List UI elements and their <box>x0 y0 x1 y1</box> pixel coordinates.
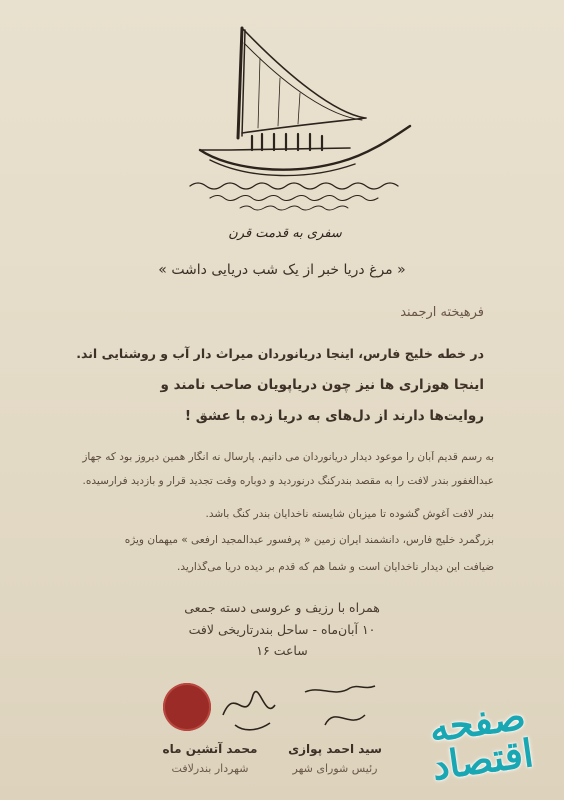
signer-right-name: سید احمد پوازی <box>288 742 382 756</box>
salutation: فرهیخته ارجمند <box>400 305 484 320</box>
body-line-3: بندر لافت آغوش گشوده تا میزبان شایسته ناخدایان بندر کنگ باشد. <box>205 508 494 520</box>
body-line-2: عبدالغفور بندر لافت را به مقصد بندرکنگ درنوردید و دوباره وقت تجدید قرار و بازدید فرارسیده. <box>82 475 494 487</box>
intro-line-3: روایت‌ها دارند از دل‌های به دریا زده با عشق ! <box>184 408 484 424</box>
event-line-2: ۱۰ آبان‌ماه - ساحل بندرتاریخی لافت <box>188 622 376 637</box>
signature-left-scribble <box>215 675 285 735</box>
body-line-5: ضیافت این دیدار ناخدایان است و شما هم که قدم بر دیده دریا می‌گذارید. <box>177 561 494 573</box>
body-line-4: بزرگمرد خلیج فارس، دانشمند ایران زمین « پرفسور عبدالمجید ارفعی » میهمان ویژه <box>124 534 494 546</box>
watermark-text: صفحه اقتصاد <box>426 692 537 789</box>
intro-line-1: در خطه خلیج فارس، اینجا دریانوردان میراث دار آب و روشنایی اند. <box>76 346 484 361</box>
signer-right-title: رئیس شورای شهر <box>292 762 378 775</box>
signature-right-scribble <box>295 680 385 735</box>
signer-left-title: شهردار بندرلافت <box>171 762 249 775</box>
site-watermark <box>395 668 564 800</box>
signer-left-name: محمد آتشین ماه <box>162 742 258 756</box>
intro-line-2: اینجا هوزاری ها نیز چون دریاپویان صاحب نامند و <box>160 377 484 393</box>
quote-line: « مرغ دریا خبر از یک شب دریایی داشت » <box>158 262 406 278</box>
sketch-caption: سفری به قدمت قرن <box>228 226 342 241</box>
event-line-1: همراه با رزیف و عروسی دسته جمعی <box>184 600 380 615</box>
official-seal <box>163 683 211 731</box>
dhow-boat-sketch <box>170 18 420 218</box>
event-line-3: ساعت ۱۶ <box>256 643 308 658</box>
body-line-1: به رسم قدیم آبان را موعود دیدار دریانوردان می دانیم. پارسال نه انگار همین دیروز بود که جهاز <box>82 451 494 463</box>
